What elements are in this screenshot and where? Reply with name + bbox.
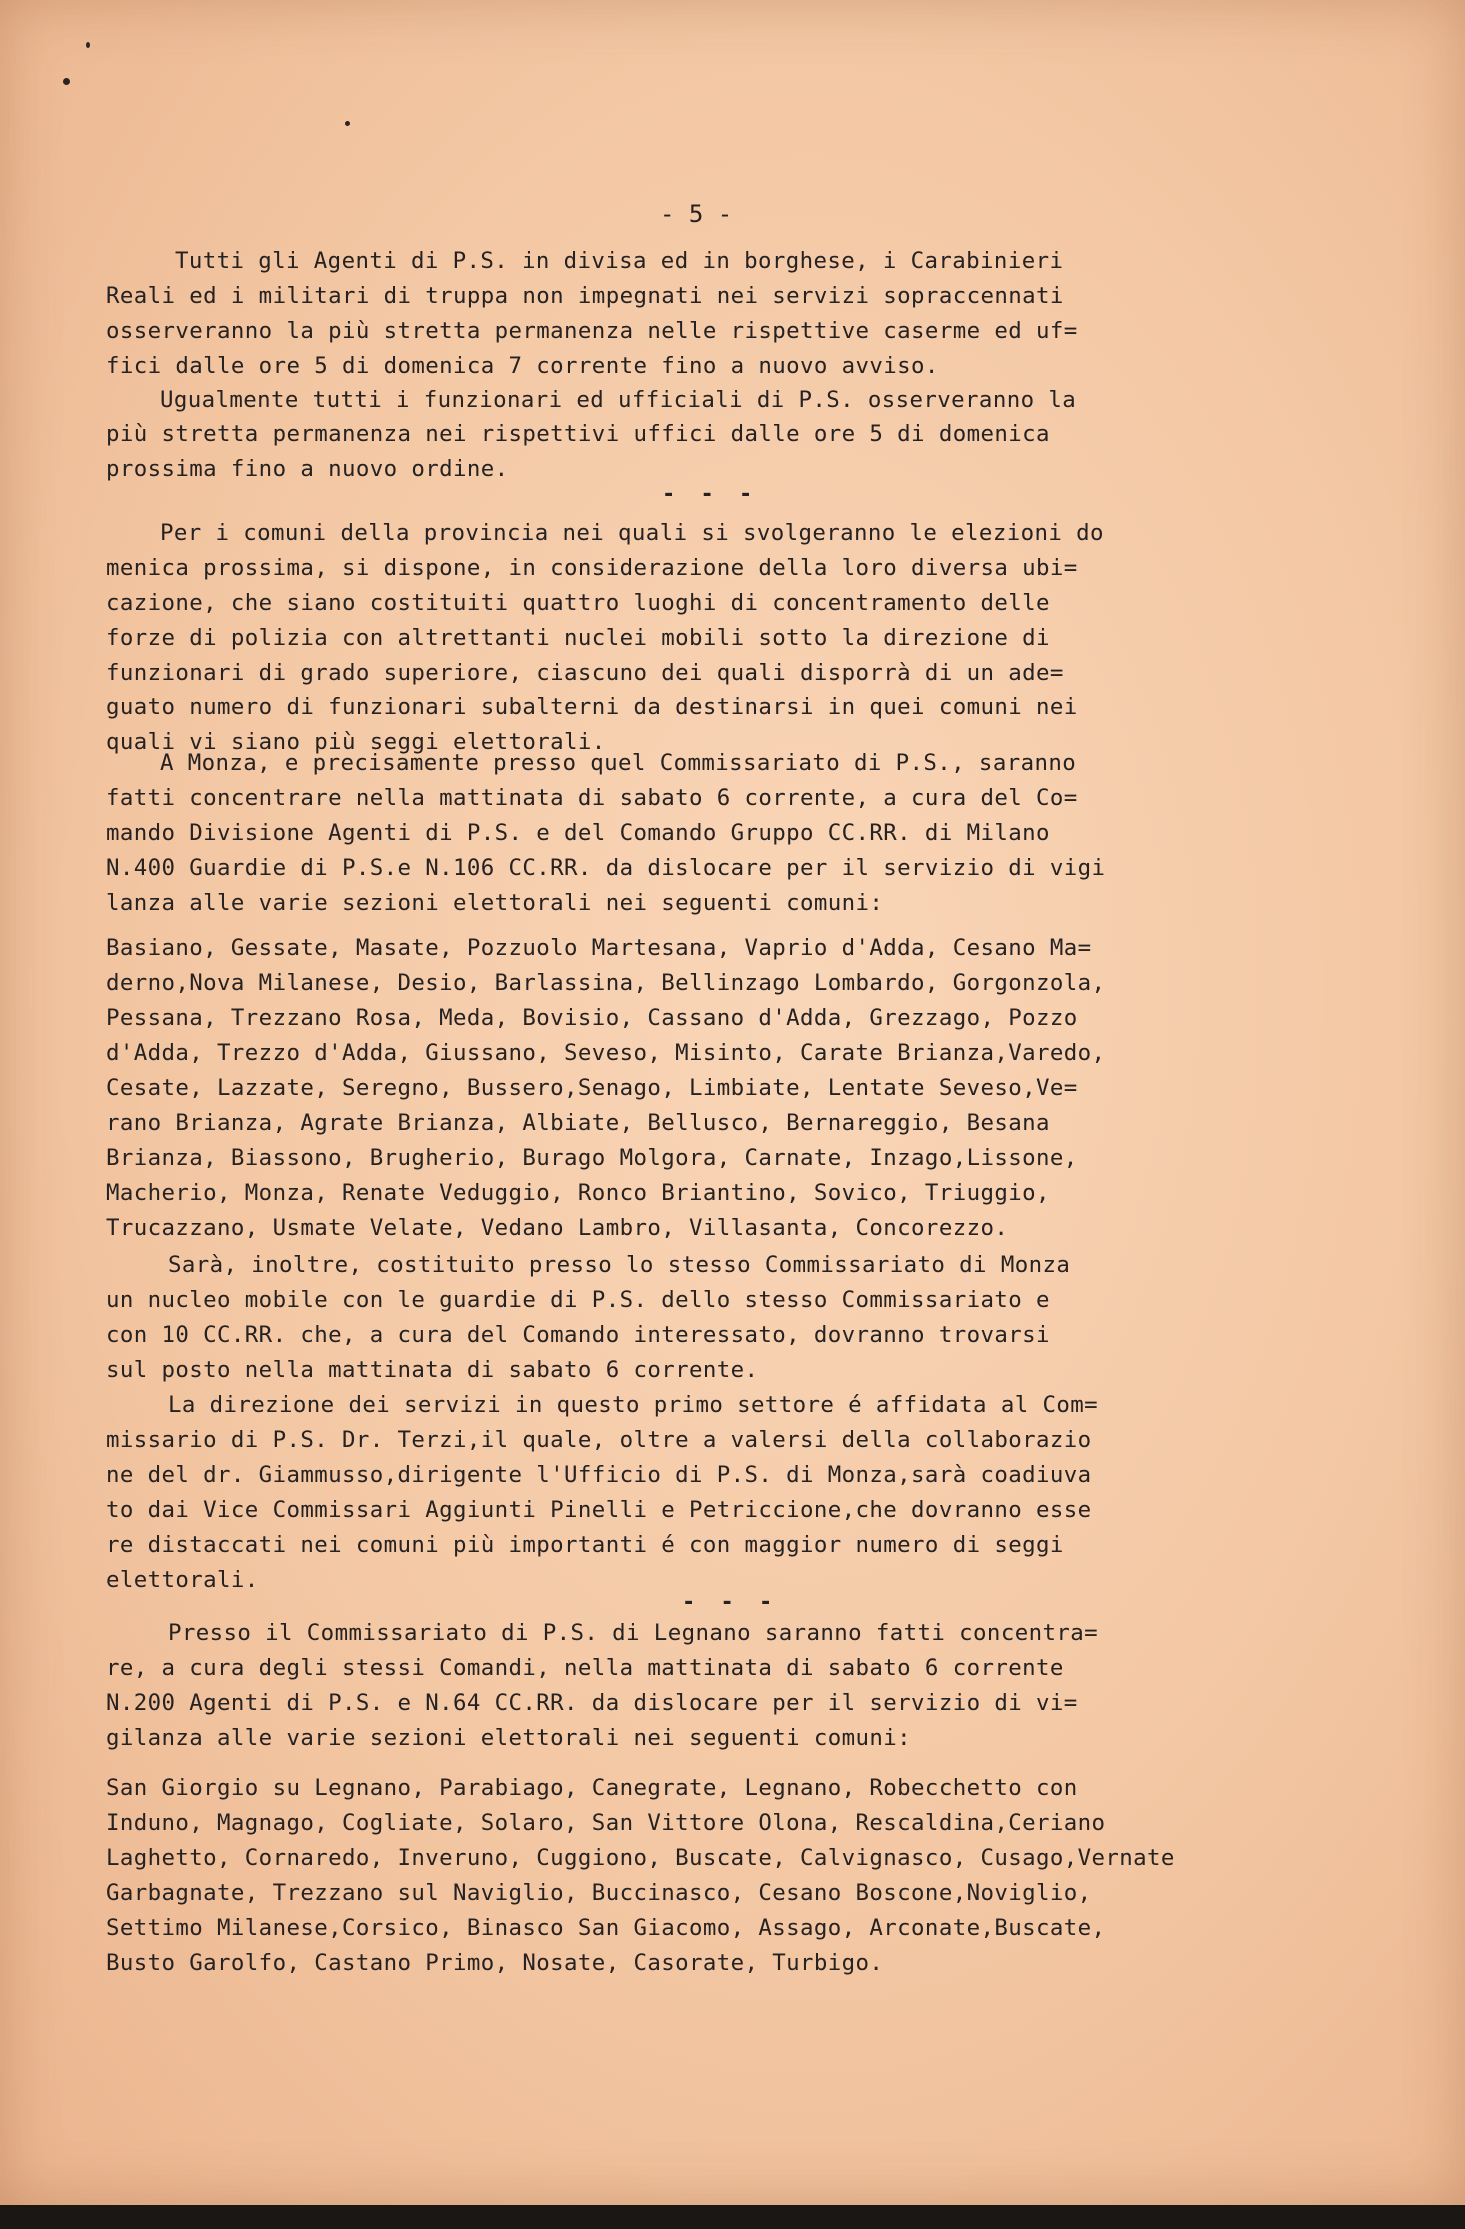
comuni-line: Garbagnate, Trezzano sul Naviglio, Buccinasco, Cesano Boscone,Noviglio, <box>106 1880 1092 1906</box>
comuni-line: d'Adda, Trezzo d'Adda, Giussano, Seveso, Misinto, Carate Brianza,Varedo, <box>106 1040 1106 1066</box>
text-line: A Monza, e precisamente presso quel Commissariato di P.S., saranno <box>160 750 1077 776</box>
text-line: un nucleo mobile con le guardie di P.S. dello stesso Commissariato e <box>106 1287 1050 1313</box>
text-line: La direzione dei servizi in questo primo settore é affidata al Com= <box>168 1392 1098 1418</box>
text-line: elettorali. <box>106 1567 259 1593</box>
text-line: N.200 Agenti di P.S. e N.64 CC.RR. da dislocare per il servizio di vi= <box>106 1690 1078 1716</box>
text-line: sul posto nella mattinata di sabato 6 corrente. <box>106 1357 759 1383</box>
punch-mark <box>86 42 90 48</box>
text-line: lanza alle varie sezioni elettorali nei seguenti comuni: <box>106 890 884 916</box>
comuni-line: San Giorgio su Legnano, Parabiago, Canegrate, Legnano, Robecchetto con <box>106 1775 1078 1801</box>
text-line: N.400 Guardie di P.S.e N.106 CC.RR. da dislocare per il servizio di vigi <box>106 855 1106 881</box>
comuni-line: derno,Nova Milanese, Desio, Barlassina, Bellinzago Lombardo, Gorgonzola, <box>106 970 1106 996</box>
punch-mark <box>63 78 70 85</box>
comuni-line: Cesate, Lazzate, Seregno, Bussero,Senago, Limbiate, Lentate Seveso,Ve= <box>106 1075 1078 1101</box>
text-line: mando Divisione Agenti di P.S. e del Comando Gruppo CC.RR. di Milano <box>106 820 1050 846</box>
text-line: missario di P.S. Dr. Terzi,il quale, oltre a valersi della collaborazio <box>106 1427 1092 1453</box>
text-line: re, a cura degli stessi Comandi, nella mattinata di sabato 6 corrente <box>106 1655 1064 1681</box>
text-line: Reali ed i militari di truppa non impegnati nei servizi sopraccennati <box>106 283 1064 309</box>
text-line: gilanza alle varie sezioni elettorali nei seguenti comuni: <box>106 1725 912 1751</box>
text-line: prossima fino a nuovo ordine. <box>106 456 509 482</box>
page-number: - 5 - <box>660 200 733 228</box>
text-line: con 10 CC.RR. che, a cura del Comando interessato, dovranno trovarsi <box>106 1322 1050 1348</box>
text-line: osserveranno la più stretta permanenza nelle rispettive caserme ed uf= <box>106 318 1078 344</box>
comuni-line: Settimo Milanese,Corsico, Binasco San Giacomo, Assago, Arconate,Buscate, <box>106 1915 1106 1941</box>
section-separator: - - - <box>662 482 759 507</box>
text-line: to dai Vice Commissari Aggiunti Pinelli e Petriccione,che dovranno esse <box>106 1497 1092 1523</box>
text-line: quali vi siano più seggi elettorali. <box>106 729 606 755</box>
text-line: forze di polizia con altrettanti nuclei mobili sotto la direzione di <box>106 625 1050 651</box>
text-line: Sarà, inoltre, costituito presso lo stesso Commissariato di Monza <box>168 1252 1071 1278</box>
comuni-line: Basiano, Gessate, Masate, Pozzuolo Martesana, Vaprio d'Adda, Cesano Ma= <box>106 935 1092 961</box>
text-line: re distaccati nei comuni più importanti é con maggior numero di seggi <box>106 1532 1064 1558</box>
text-line: guato numero di funzionari subalterni da destinarsi in quei comuni nei <box>106 694 1078 720</box>
comuni-line: rano Brianza, Agrate Brianza, Albiate, Bellusco, Bernareggio, Besana <box>106 1110 1050 1136</box>
text-line: ne del dr. Giammusso,dirigente l'Ufficio di P.S. di Monza,sarà coadiuva <box>106 1462 1092 1488</box>
section-separator: - - - <box>682 1590 779 1615</box>
text-line: fatti concentrare nella mattinata di sabato 6 corrente, a cura del Co= <box>106 785 1078 811</box>
text-line: Presso il Commissariato di P.S. di Legnano saranno fatti concentra= <box>168 1620 1098 1646</box>
text-line: cazione, che siano costituiti quattro luoghi di concentramento delle <box>106 590 1050 616</box>
text-line: funzionari di grado superiore, ciascuno dei quali disporrà di un ade= <box>106 660 1064 686</box>
comuni-line: Laghetto, Cornaredo, Inveruno, Cuggiono, Buscate, Calvignasco, Cusago,Vernate <box>106 1845 1175 1871</box>
scan-border <box>0 2205 1465 2229</box>
text-line: fici dalle ore 5 di domenica 7 corrente fino a nuovo avviso. <box>106 353 939 379</box>
comuni-line: Trucazzano, Usmate Velate, Vedano Lambro, Villasanta, Concorezzo. <box>106 1215 1009 1241</box>
comuni-line: Pessana, Trezzano Rosa, Meda, Bovisio, Cassano d'Adda, Grezzago, Pozzo <box>106 1005 1078 1031</box>
comuni-line: Induno, Magnago, Cogliate, Solaro, San Vittore Olona, Rescaldina,Ceriano <box>106 1810 1106 1836</box>
text-line: Per i comuni della provincia nei quali si svolgeranno le elezioni do <box>160 520 1104 546</box>
text-line: menica prossima, si dispone, in considerazione della loro diversa ubi= <box>106 555 1078 581</box>
punch-mark <box>345 121 350 126</box>
text-line: Tutti gli Agenti di P.S. in divisa ed in borghese, i Carabinieri <box>175 248 1064 274</box>
comuni-line: Macherio, Monza, Renate Veduggio, Ronco Briantino, Sovico, Triuggio, <box>106 1180 1050 1206</box>
comuni-line: Brianza, Biassono, Brugherio, Burago Molgora, Carnate, Inzago,Lissone, <box>106 1145 1078 1171</box>
text-line: Ugualmente tutti i funzionari ed ufficiali di P.S. osserveranno la <box>160 387 1077 413</box>
comuni-line: Busto Garolfo, Castano Primo, Nosate, Casorate, Turbigo. <box>106 1950 884 1976</box>
text-line: più stretta permanenza nei rispettivi uffici dalle ore 5 di domenica <box>106 421 1050 447</box>
